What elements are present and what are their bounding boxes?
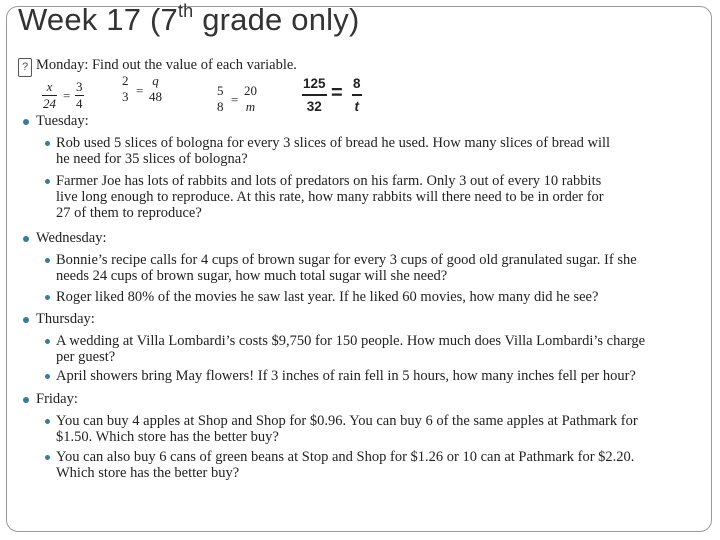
sub-bullet-icon bbox=[45, 179, 50, 184]
thursday-label: Thursday: bbox=[36, 311, 95, 327]
equals-sign: = bbox=[231, 92, 239, 107]
wednesday-q1-line2: needs 24 cups of brown sugar, how much total sugar will she need? bbox=[56, 268, 448, 284]
equation-3-left: 5 8 bbox=[217, 83, 224, 114]
tuesday-q1-line1: Rob used 5 slices of bologna for every 3 slices of bread he used. How many slices of bread will bbox=[56, 135, 611, 151]
equation-1-left: x 24 bbox=[43, 79, 56, 111]
thursday-q1-line1: A wedding at Villa Lombardi’s costs $9,750 for 150 people. How much does Villa Lombardi’s charge bbox=[56, 333, 646, 349]
friday-q1-line2: $1.50. Which store has the better buy? bbox=[56, 429, 279, 445]
friday-label: Friday: bbox=[36, 391, 78, 407]
tuesday-label: Tuesday: bbox=[36, 113, 89, 129]
bullet-icon bbox=[23, 317, 29, 323]
sub-bullet-icon bbox=[45, 258, 50, 263]
bullet-icon bbox=[23, 119, 29, 125]
friday-q2-line2: Which store has the better buy? bbox=[56, 465, 240, 481]
wednesday-label: Wednesday: bbox=[36, 230, 107, 246]
missing-glyph-icon: ? bbox=[18, 58, 32, 77]
sub-bullet-icon bbox=[45, 374, 50, 379]
thursday-q1-line2: per guest? bbox=[56, 349, 116, 365]
sub-bullet-icon bbox=[45, 455, 50, 460]
equals-sign: = bbox=[63, 88, 71, 103]
tuesday-q2-line2: live long enough to reproduce. At this rate, how many rabbits will there need to be in order for bbox=[56, 189, 604, 205]
equation-4-left: 125 32 bbox=[303, 76, 326, 114]
equation-1-right: 3 4 bbox=[76, 79, 83, 111]
bullet-icon bbox=[23, 236, 29, 242]
equation-2-right: q 48 bbox=[149, 73, 162, 104]
friday-q1-line1: You can buy 4 apples at Shop and Shop for $0.96. You can buy 6 of the same apples at Pathmark for bbox=[56, 413, 638, 429]
equation-4-right: 8 t bbox=[353, 76, 361, 114]
sub-bullet-icon bbox=[45, 141, 50, 146]
monday-label: Monday: Find out the value of each variable. bbox=[36, 57, 297, 73]
equation-2-left: 2 3 bbox=[122, 73, 129, 104]
sub-bullet-icon bbox=[45, 295, 50, 300]
thursday-q2-line1: April showers bring May flowers! If 3 inches of rain fell in 5 hours, how many inches fell per hour? bbox=[56, 368, 636, 384]
bullet-icon bbox=[23, 397, 29, 403]
slide-title: Week 17 (7th grade only) bbox=[18, 1, 360, 37]
equals-sign: = bbox=[331, 82, 343, 104]
tuesday-q1-line2: he need for 35 slices of bologna? bbox=[56, 151, 248, 167]
tuesday-q2-line1: Farmer Joe has lots of rabbits and lots of predators on his farm. Only 3 out of every 10 rabbits bbox=[56, 173, 602, 189]
wednesday-q2-line1: Roger liked 80% of the movies he saw last year. If he liked 60 movies, how many did he see? bbox=[56, 289, 599, 305]
friday-q2-line1: You can also buy 6 cans of green beans at Stop and Shop for $1.26 or 10 can at Pathmark for $2.20. bbox=[56, 449, 635, 465]
equation-3-right: 20 m bbox=[244, 83, 257, 114]
tuesday-q2-line3: 27 of them to reproduce? bbox=[56, 205, 202, 221]
sub-bullet-icon bbox=[45, 419, 50, 424]
wednesday-q1-line1: Bonnie’s recipe calls for 4 cups of brown sugar for every 3 cups of good old granulated sugar. If she bbox=[56, 252, 637, 268]
equals-sign: = bbox=[136, 83, 144, 98]
sub-bullet-icon bbox=[45, 339, 50, 344]
